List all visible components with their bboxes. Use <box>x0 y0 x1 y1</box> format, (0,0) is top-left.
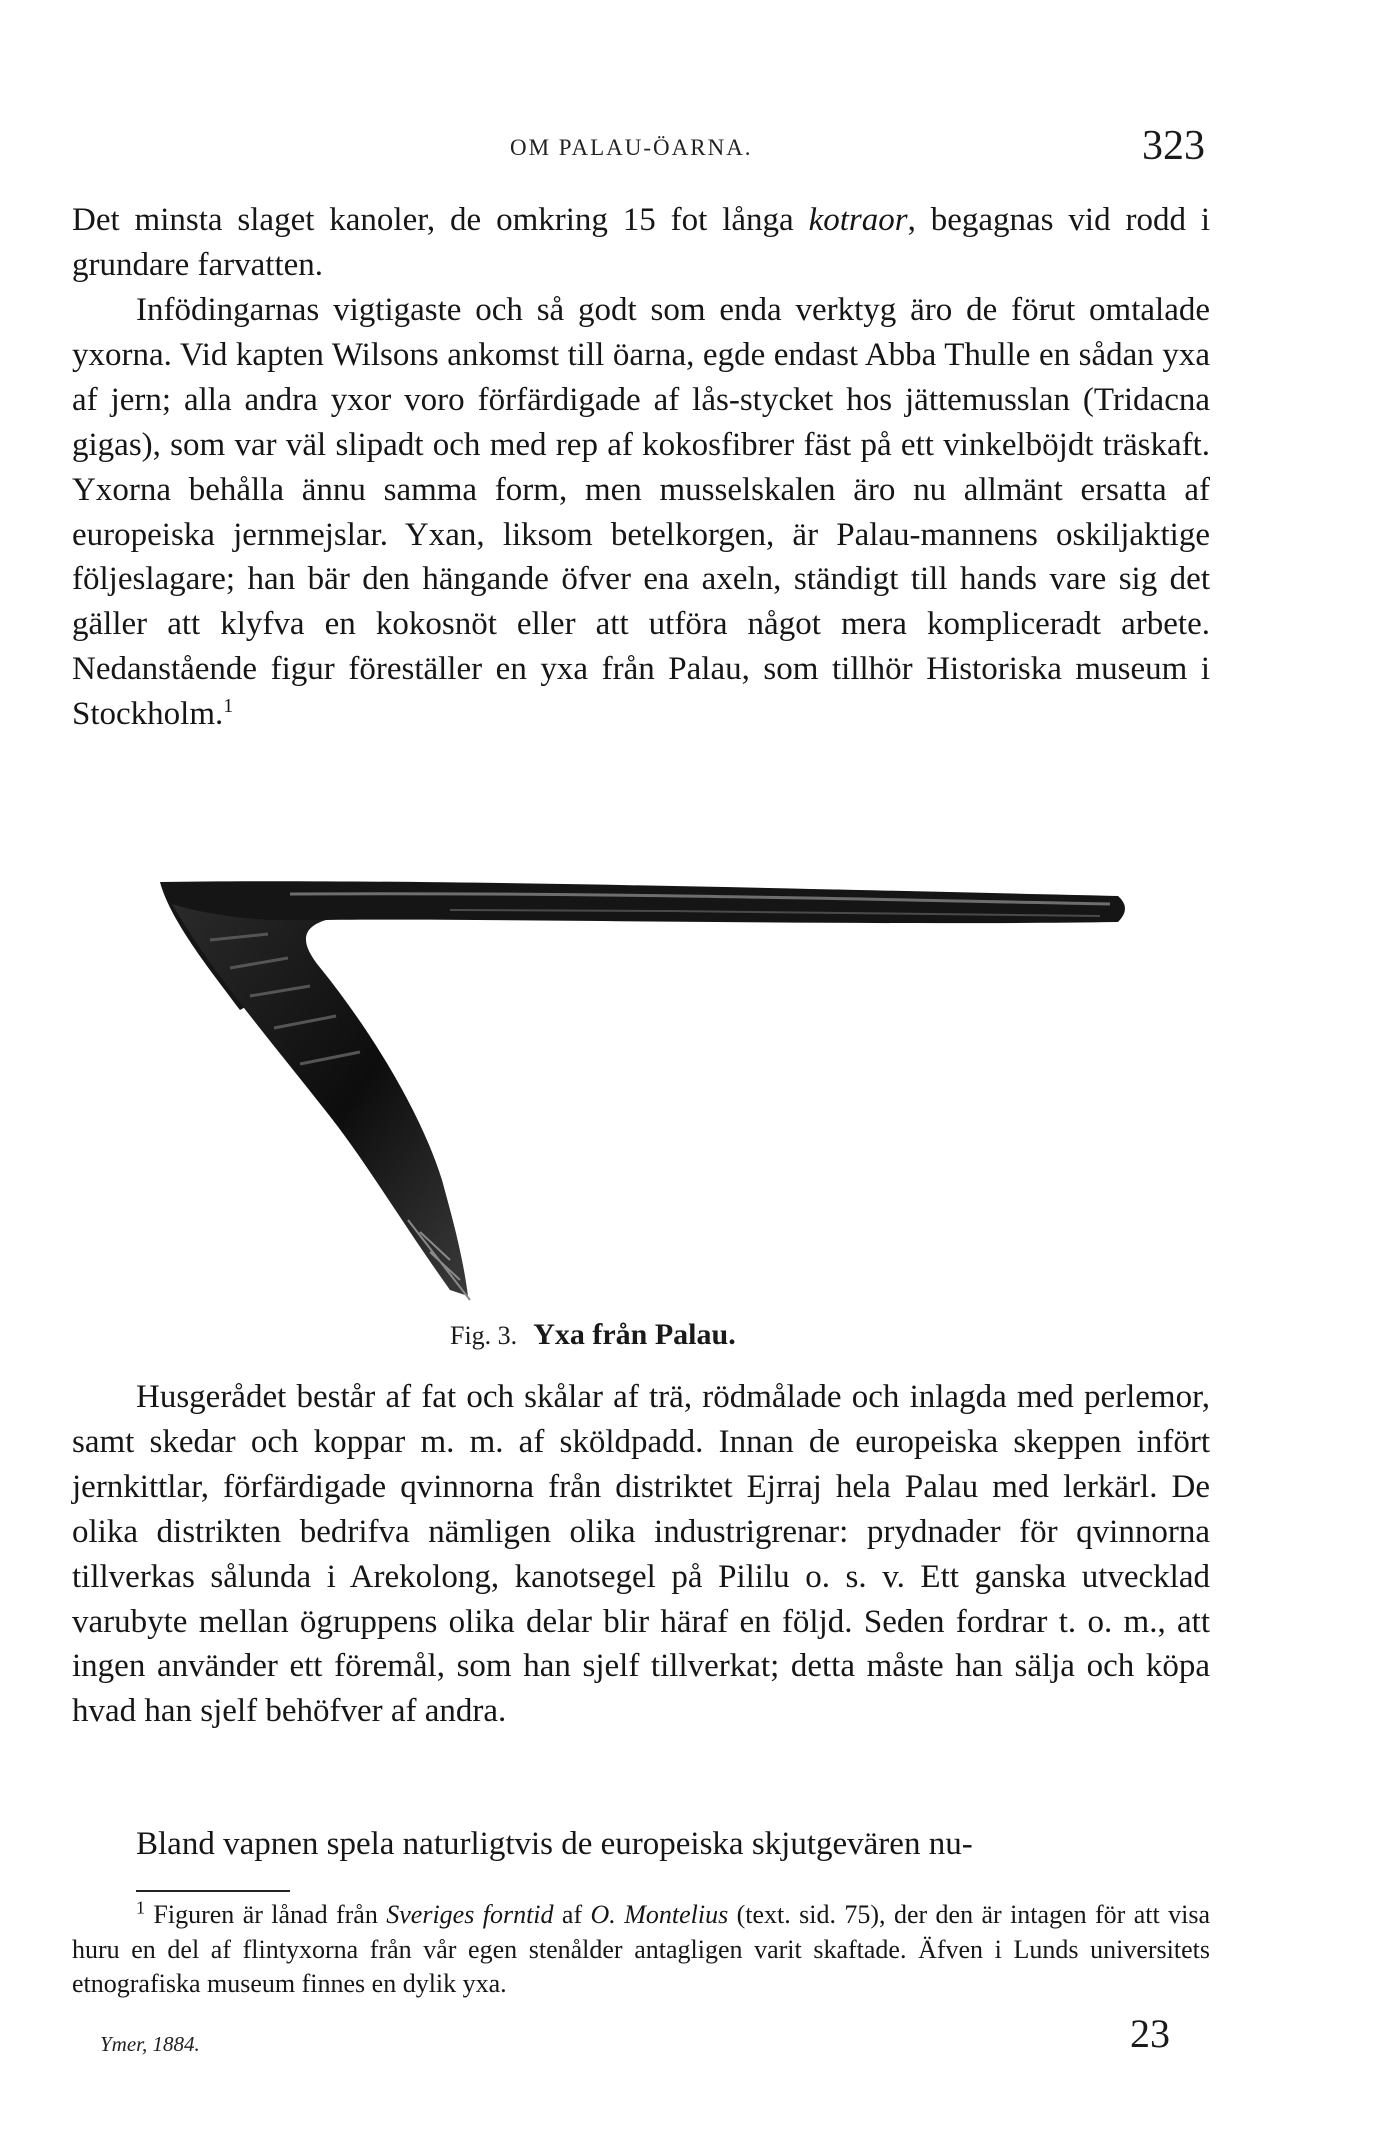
figure-title: Yxa från Palau. <box>533 1318 736 1351</box>
paragraph-canoes-text-end: , begagnas vid rodd i grundare farvatten. <box>72 202 1211 283</box>
term-kotraor: kotraor <box>808 202 908 238</box>
sheet-signature: 23 <box>1130 2011 1170 2056</box>
figure-caption <box>450 1318 736 1352</box>
paragraph-canoes <box>72 198 1210 288</box>
footnote-divider <box>136 1890 290 1892</box>
figure-label: Fig. 3. <box>450 1321 518 1350</box>
axe-illustration <box>150 860 1140 1305</box>
footnote-reference: 1 <box>223 695 234 718</box>
paragraph-axes-text: Infödingarnas vigtigaste och så godt som enda verktyg äro de förut omtalade yxorna. Vid kapten Wilsons ankomst till öarna, egde endast Abba Thulle en sådan yxa af jern; alla andra yxor voro förfärdigade af lås-stycket hos jättemusslan (Tridacna gigas), som var väl slipadt och med rep af kokosfibrer fäst på ett vinkelböjdt träskaft. Yxorna behålla ännu samma form, men musselskalen äro nu allmänt ersatta af europeiska jernmejslar. Yxan, liksom betelkorgen, är Palau-mannens oskiljaktige följeslagare; han bär den hängande öfver ena axeln, ständigt till hands vare sig det gäller att klyfva en kokosnöt eller att utföra något mera kompliceradt arbete. Nedanstående figur föreställer en yxa från Palau, som tillhör Historiska museum i Stockholm. <box>72 292 1210 733</box>
footnote-book-title: Sveriges forntid <box>386 1900 554 1929</box>
axe-blade <box>172 904 468 1296</box>
footnote-text-end: (text. sid. 75), der den är intagen för att visa huru en del af flintyxorna från vår egen stenålder antagligen varit skaftade. Äfven i Lunds universitets etnografiska museum finnes en dylik yxa. <box>72 1900 1211 1998</box>
paragraph-weapons: Bland vapnen spela naturligtvis de europeiska skjutgevären nu- <box>136 1826 973 1862</box>
footnote <box>72 1898 1210 2002</box>
page-number: 323 <box>1142 123 1205 169</box>
paragraph-household: Husgerådet består af fat och skålar af trä, rödmålade och inlagda med perlemor, samt skedar och koppar m. m. af sköldpadd. Innan de europeiska skeppen infört jernkittlar, förfärdigade qvinnorna från distriktet Ejrraj hela Palau med lerkärl. De olika distrikten bedrifva nämligen olika industrigrenar: prydnader för qvinnorna tillverkas sålunda i Arekolong, kanotsegel på Pililu o. s. v. Ett ganska utvecklad varubyte mellan ögruppens olika delar blir häraf en följd. Seden fordrar t. o. m., att ingen använder ett föremål, som han sjelf tillverkat; detta måste han sälja och köpa hvad han sjelf behöfver af andra. <box>72 1379 1210 1730</box>
footnote-text: Figuren är lånad från <box>153 1900 387 1929</box>
running-title: OM PALAU-ÖARNA. <box>510 135 753 160</box>
footnote-author: O. Montelius <box>590 1900 729 1929</box>
paragraph-canoes-text: Det minsta slaget kanoler, de omkring 15 fot långa <box>72 202 809 238</box>
journal-signature: Ymer, 1884. <box>100 2032 200 2056</box>
footnote-mark: 1 <box>136 1897 145 1918</box>
paragraph-axes <box>72 288 1210 737</box>
footnote-text: af <box>553 1900 591 1929</box>
axe-drawing <box>150 860 1140 1305</box>
